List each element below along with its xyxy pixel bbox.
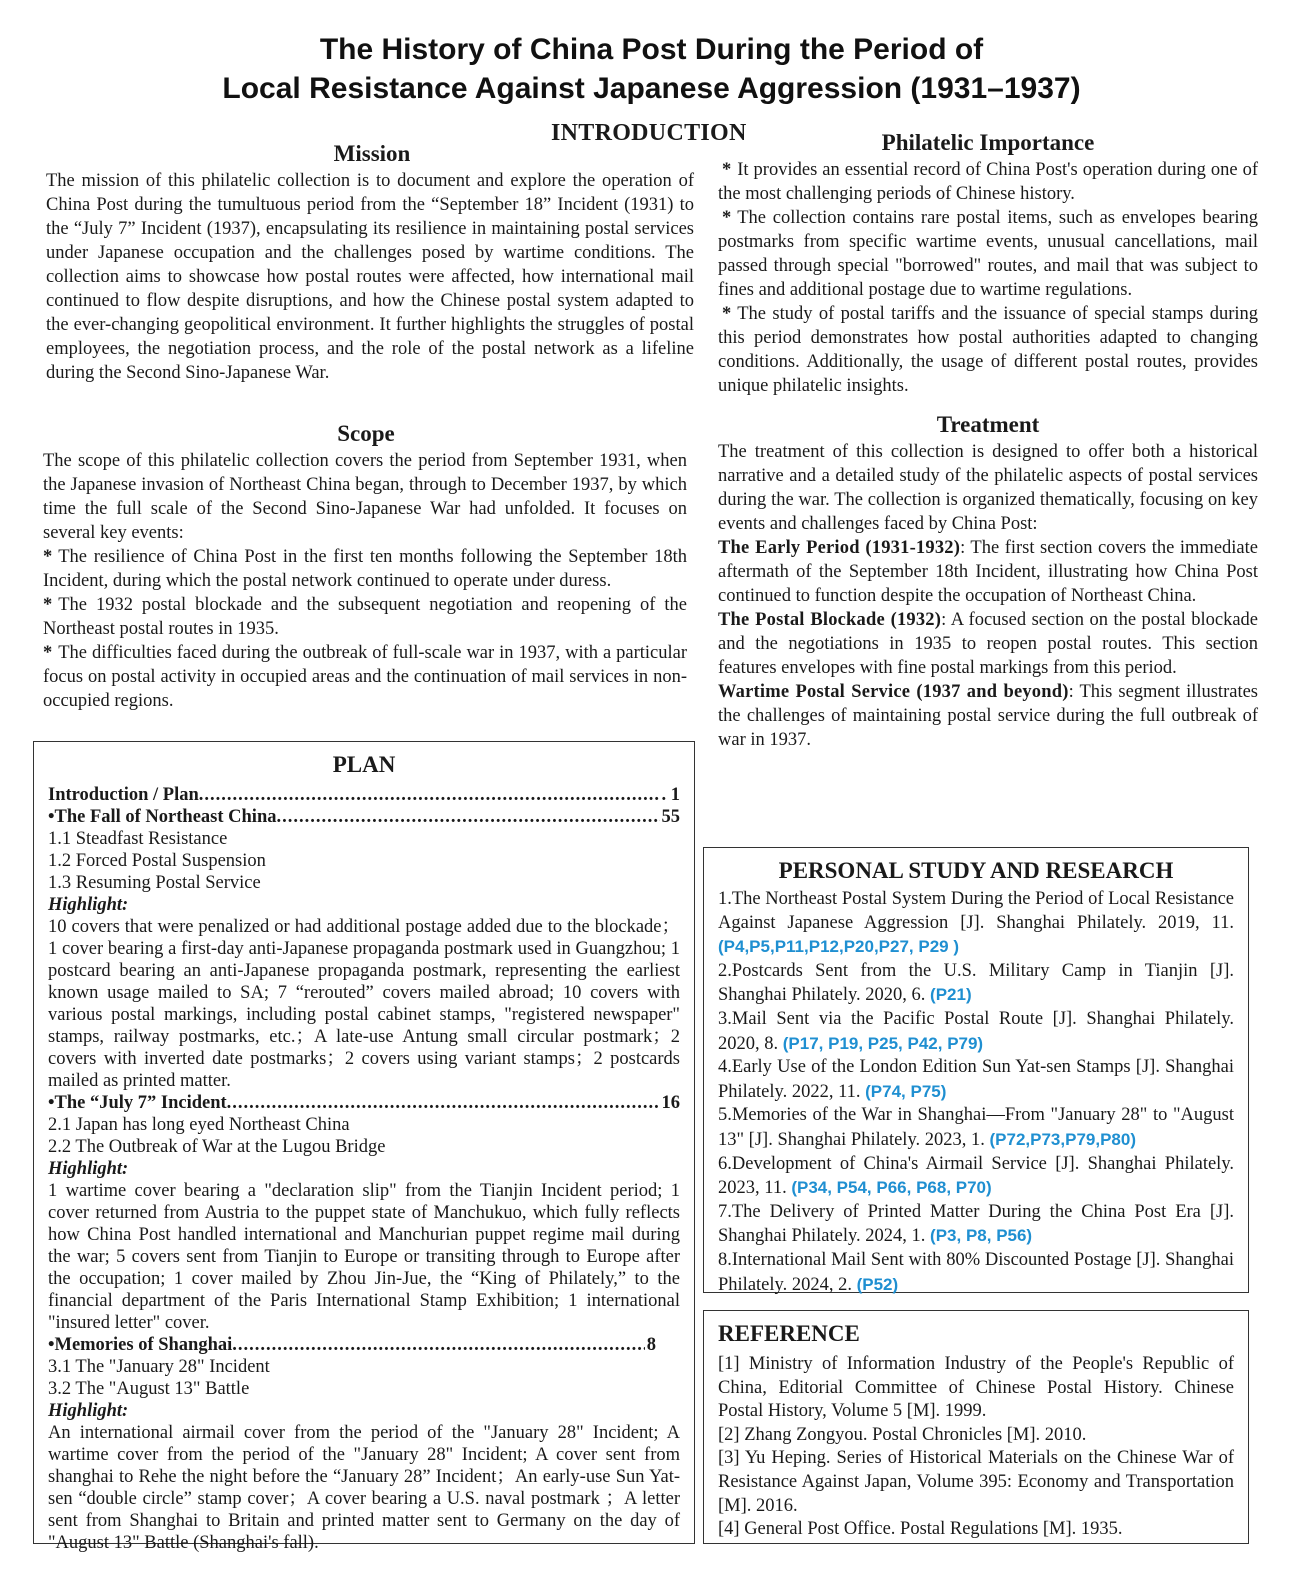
scope-bullet: * The difficulties faced during the outbreak of full-scale war in 1937, with a particular focus on postal activity in occupied areas and the continuation of mail services in non-occupied regions.	[43, 643, 687, 711]
toc-entry: •The Fall of Northeast China ..... 55	[48, 806, 680, 828]
importance-bullet: * It provides an essential record of China Post's operation during one of the most challenging periods of Chinese history.	[718, 160, 1258, 204]
star-bullet-icon: *	[43, 547, 53, 567]
left-column	[43, 139, 694, 713]
research-item: 1.The Northeast Postal System During the Period of Local Resistance Against Japanese Aggression [J]. Shanghai Philately. 2019, 11. (P4,P5,P11,P12,P20,P27, P29 )	[718, 889, 1234, 957]
research-item: 4.Early Use of the London Edition Sun Yat-sen Stamps [J]. Shanghai Philately. 2022, 11. (P74, P75)	[718, 1057, 1234, 1102]
plan-heading: PLAN	[332, 752, 396, 777]
toc-entry: Introduction / Plan ..... . 1	[48, 784, 680, 806]
highlight-text: 10 covers that were penalized or had additional postage added due to the blockade；1 cover bearing a first-day anti-Japanese propaganda postmark used in Guangzhou; 1 postcard bearing an anti-Japanese propaganda postmark, representing the earliest known usage mailed to SA; 7 “rerouted” covers mailed abroad; 10 covers with various postal markings, including postal cabinet stamps, "registered newspaper" stamps, railway postmarks, etc.；A late-use Antung small circular postmark；2 covers with inverted date postmarks；2 covers using variant stamps；2 postcards mailed as printed matter.	[48, 917, 680, 1091]
star-bullet-icon: *	[722, 304, 732, 324]
plan-subitem: 2.1 Japan has long eyed Northeast China	[48, 1115, 350, 1135]
treatment-section: Wartime Postal Service (1937 and beyond): This segment illustrates the challenges of maintaining postal service during the full outbreak of war in 1937.	[718, 682, 1258, 750]
star-bullet-icon: *	[722, 208, 732, 228]
research-item: 5.Memories of the War in Shanghai—From "January 28" to "August 13" [J]. Shanghai Philately. 2023, 1. (P72,P73,P79,P80)	[718, 1105, 1234, 1150]
plan-subitem: 2.2 The Outbreak of War at the Lugou Bridge	[48, 1137, 386, 1157]
star-bullet-icon: *	[43, 643, 53, 663]
treatment-intro: The treatment of this collection is designed to offer both a historical narrative and a detailed study of the philatelic aspects of postal services during the war. The collection is organized thematically, focusing on key events and challenges faced by China Post:	[718, 442, 1258, 534]
highlight-label: Highlight:	[48, 895, 129, 915]
star-bullet-icon: *	[43, 595, 53, 615]
right-column	[718, 128, 1258, 752]
reference-box	[703, 1310, 1249, 1544]
research-item: 3.Mail Sent via the Pacific Postal Route [J]. Shanghai Philately. 2020, 8. (P17, P19, P25, P42, P79)	[718, 1008, 1234, 1054]
reference-item: [2] Zhang Zongyou. Postal Chronicles [M]. 2010.	[718, 1424, 1087, 1445]
plan-subitem: 1.2 Forced Postal Suspension	[48, 851, 266, 871]
research-item: 2.Postcards Sent from the U.S. Military Camp in Tianjin [J]. Shanghai Philately. 2020, 6. (P21)	[718, 960, 1234, 1006]
mission-heading: Mission	[333, 141, 411, 166]
research-box	[703, 847, 1249, 1293]
title-line-2: Local Resistance Against Japanese Aggression (1931–1937)	[222, 72, 1081, 105]
scope-bullet: * The resilience of China Post in the first ten months following the September 18th Incident, during which the postal network continued to operate under duress.	[43, 547, 687, 591]
research-item: 6.Development of China's Airmail Service [J]. Shanghai Philately. 2023, 11. (P34, P54, P66, P68, P70)	[718, 1153, 1234, 1199]
research-heading: PERSONAL STUDY AND RESEARCH	[778, 858, 1174, 883]
highlight-label: Highlight:	[48, 1401, 129, 1421]
leader-dots	[276, 806, 659, 828]
plan-subitem: 3.2 The "August 13" Battle	[48, 1379, 250, 1399]
star-bullet-icon: *	[722, 160, 732, 180]
mission-text: The mission of this philatelic collection is to document and explore the operation of China Post during the tumultuous period from the “September 18” Incident (1931) to the “July 7” Incident (1937), encapsulating its resilience in maintaining postal services under Japanese occupation and the challenges posed by wartime conditions. The collection aims to showcase how postal routes were affected, how international mail continued to flow despite disruptions, and how the Chinese postal system adapted to the ever-changing geopolitical environment. It further highlights the struggles of postal employees, the negotiation process, and the role of the postal network as a lifeline during the Second Sino-Japanese War.	[46, 171, 694, 383]
treatment-section: The Postal Blockade (1932): A focused section on the postal blockade and the negotiations in 1935 to reopen postal routes. This section features envelopes with fine postal markings from this period.	[718, 610, 1258, 678]
scope-intro: The scope of this philatelic collection covers the period from September 1931, when the Japanese invasion of Northeast China began, through to December 1937, by which time the full scale of the Second Sino-Japanese War had unfolded. It focuses on several key events:	[43, 451, 687, 543]
treatment-heading: Treatment	[936, 412, 1040, 437]
title-line-1: The History of China Post During the Period of	[319, 33, 984, 66]
reference-heading: REFERENCE	[718, 1321, 860, 1346]
plan-subitem: 3.1 The "January 28" Incident	[48, 1357, 270, 1377]
treatment-section: The Early Period (1931-1932): The first section covers the immediate aftermath of the September 18th Incident, illustrating how China Post continued to function despite the occupation of Northeast China.	[718, 538, 1258, 606]
introduction-heading: INTRODUCTION	[551, 120, 747, 146]
plan-subitem: 1.1 Steadfast Resistance	[48, 829, 228, 849]
scope-bullet: * The 1932 postal blockade and the subsequent negotiation and reopening of the Northeast postal routes in 1935.	[43, 595, 687, 639]
research-item: 7.The Delivery of Printed Matter During the China Post Era [J]. Shanghai Philately. 2024, 1. (P3, P8, P56)	[718, 1201, 1234, 1247]
leader-dots	[232, 1334, 644, 1356]
leader-dots	[199, 784, 660, 806]
toc-entry: •Memories of Shanghai ..... 8	[48, 1334, 680, 1356]
highlight-text: An international airmail cover from the period of the "January 28" Incident; A wartime cover from the period of the "January 28" Incident; A cover sent from shanghai to Rehe the night before the “January 28” Incident；An early-use Sun Yat-sen “double circle” stamp cover；A cover bearing a U.S. naval postmark ；A letter sent from Shanghai to Britain and printed matter sent to Germany on the day of "August 13" Battle (Shanghai's fall).	[48, 1423, 680, 1553]
reference-item: [3] Yu Heping. Series of Historical Materials on the Chinese War of Resistance Against Japan, Volume 395: Economy and Transportation [M]. 2016.	[718, 1448, 1234, 1516]
toc-entry: •The “July 7” Incident ..... 16	[48, 1092, 680, 1114]
page-title	[0, 30, 1303, 108]
reference-item: [1] Ministry of Information Industry of the People's Republic of China, Editorial Committee of Chinese Postal History. Chinese Postal History, Volume 5 [M]. 1999.	[718, 1354, 1234, 1422]
leader-dots	[227, 1092, 660, 1114]
reference-item: [4] General Post Office. Postal Regulations [M]. 1935.	[718, 1519, 1123, 1540]
plan-box	[33, 741, 695, 1553]
plan-subitem: 1.3 Resuming Postal Service	[48, 873, 261, 893]
research-item: 8.International Mail Sent with 80% Discounted Postage [J]. Shanghai Philately. 2024, 2. (P52)	[718, 1249, 1234, 1295]
scope-heading: Scope	[337, 421, 395, 446]
highlight-label: Highlight:	[48, 1159, 129, 1179]
highlight-text: 1 wartime cover bearing a "declaration slip" from the Tianjin Incident period; 1 cover returned from Austria to the puppet state of Manchukuo, which fully reflects how China Post handled international and Manchurian puppet regime mail during the war; 5 covers sent from Tianjin to Europe or transiting through to Europe after the occupation; 1 cover mailed by Zhou Jin-Jue, the “King of Philately,” to the financial department of the Paris International Stamp Exhibition; 1 international "insured letter" cover.	[48, 1181, 680, 1333]
importance-bullet: * The collection contains rare postal items, such as envelopes bearing postmarks from specific wartime events, unusual cancellations, mail passed through special "borrowed" routes, and mail that was subject to fines and additional postage due to wartime regulations.	[718, 208, 1258, 300]
philatelic-importance-heading: Philatelic Importance	[881, 130, 1095, 155]
importance-bullet: * The study of postal tariffs and the issuance of special stamps during this period demonstrates how postal authorities adapted to changing conditions. Additionally, the usage of different postal routes, provides unique philatelic insights.	[718, 304, 1258, 396]
